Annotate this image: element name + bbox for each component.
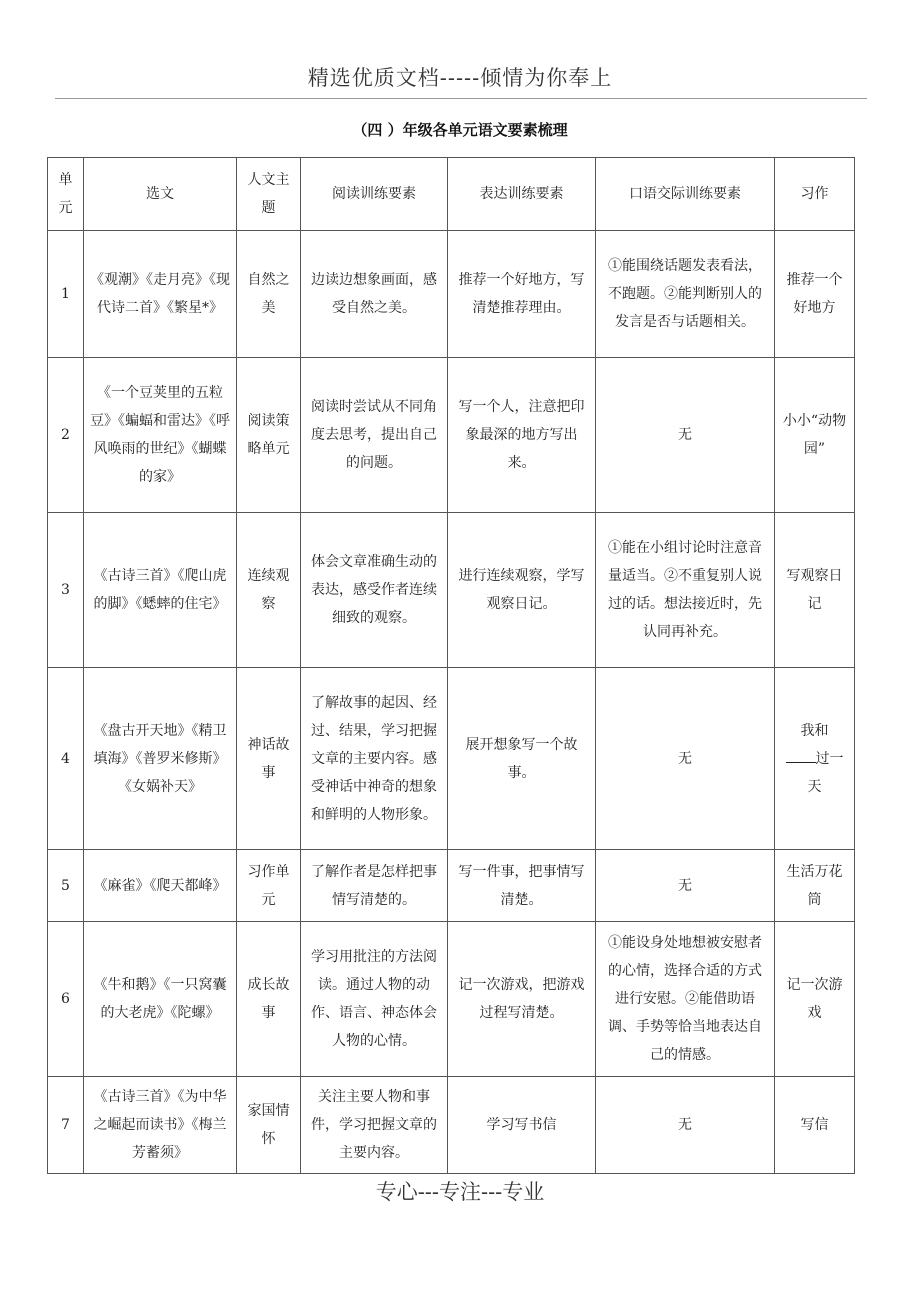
expression-cell: 推荐一个好地方，写清楚推荐理由。 <box>448 231 596 358</box>
writing-suffix: 过一天 <box>807 750 844 795</box>
writing-cell: 写信 <box>775 1077 855 1174</box>
header-theme: 人文主题 <box>237 158 301 231</box>
unit-cell: 3 <box>48 513 84 668</box>
oral-cell: 无 <box>596 358 775 513</box>
oral-cell: ①能设身处地想被安慰者的心情，选择合适的方式进行安慰。②能借助语调、手势等恰当地表达自己的情感。 <box>596 922 775 1077</box>
theme-cell: 连续观察 <box>237 513 301 668</box>
oral-cell: 无 <box>596 1077 775 1174</box>
page-footer: 专心---专注---专业 <box>375 1180 545 1204</box>
header-unit: 单元 <box>48 158 84 231</box>
reading-cell: 了解故事的起因、经过、结果，学习把握文章的主要内容。感受神话中神奇的想象和鲜明的人物形象。 <box>301 668 448 850</box>
table-row <box>48 231 855 358</box>
expression-cell: 记一次游戏，把游戏过程写清楚。 <box>448 922 596 1077</box>
unit-cell: 2 <box>48 358 84 513</box>
unit-cell: 6 <box>48 922 84 1077</box>
theme-cell: 家国情怀 <box>237 1077 301 1174</box>
elements-table <box>47 157 855 1174</box>
expression-cell: 写一个人，注意把印象最深的地方写出来。 <box>448 358 596 513</box>
oral-cell: ①能在小组讨论时注意音量适当。②不重复别人说过的话。想法接近时，先认同再补充。 <box>596 513 775 668</box>
header-reading: 阅读训练要素 <box>301 158 448 231</box>
table-row <box>48 513 855 668</box>
unit-cell: 7 <box>48 1077 84 1174</box>
reading-cell: 体会文章准确生动的表达，感受作者连续细致的观察。 <box>301 513 448 668</box>
unit-cell: 4 <box>48 668 84 850</box>
texts-cell: 《观潮》《走月亮》《现代诗二首》《繁星*》 <box>84 231 237 358</box>
expression-cell: 展开想象写一个故事。 <box>448 668 596 850</box>
header-rule <box>55 98 867 99</box>
texts-cell: 《盘古开天地》《精卫填海》《普罗米修斯》《女娲补天》 <box>84 668 237 850</box>
header-writing: 习作 <box>775 158 855 231</box>
theme-cell: 自然之美 <box>237 231 301 358</box>
writing-cell: 推荐一个好地方 <box>775 231 855 358</box>
texts-cell: 《古诗三首》《为中华之崛起而读书》《梅兰芳蓄须》 <box>84 1077 237 1174</box>
texts-cell: 《麻雀》《爬天都峰》 <box>84 850 237 922</box>
table-header-row <box>48 158 855 231</box>
oral-cell: 无 <box>596 850 775 922</box>
reading-cell: 了解作者是怎样把事情写清楚的。 <box>301 850 448 922</box>
document-title: （四 ）年级各单元语文要素梳理 <box>352 121 568 139</box>
reading-cell: 边读边想象画面，感受自然之美。 <box>301 231 448 358</box>
texts-cell: 《牛和鹅》《一只窝囊的大老虎》《陀螺》 <box>84 922 237 1077</box>
theme-cell: 阅读策略单元 <box>237 358 301 513</box>
table-row <box>48 922 855 1077</box>
texts-cell: 《古诗三首》《爬山虎的脚》《蟋蟀的住宅》 <box>84 513 237 668</box>
table-row <box>48 358 855 513</box>
reading-cell: 阅读时尝试从不同角度去思考，提出自己的问题。 <box>301 358 448 513</box>
writing-cell: 写观察日记 <box>775 513 855 668</box>
unit-cell: 1 <box>48 231 84 358</box>
fill-in-blank <box>786 746 816 763</box>
oral-cell: ①能围绕话题发表看法，不跑题。②能判断别人的发言是否与话题相关。 <box>596 231 775 358</box>
reading-cell: 关注主要人物和事件，学习把握文章的主要内容。 <box>301 1077 448 1174</box>
expression-cell: 进行连续观察，学写观察日记。 <box>448 513 596 668</box>
writing-prefix: 我和 <box>800 722 829 739</box>
page-header: 精选优质文档-----倾情为你奉上 <box>307 66 613 90</box>
table-row <box>48 1077 855 1174</box>
header-texts: 选文 <box>84 158 237 231</box>
theme-cell: 成长故事 <box>237 922 301 1077</box>
theme-cell: 习作单元 <box>237 850 301 922</box>
expression-cell: 写一件事，把事情写清楚。 <box>448 850 596 922</box>
table-row <box>48 850 855 922</box>
texts-cell: 《一个豆荚里的五粒豆》《蝙蝠和雷达》《呼风唤雨的世纪》《蝴蝶的家》 <box>84 358 237 513</box>
unit-cell: 5 <box>48 850 84 922</box>
reading-cell: 学习用批注的方法阅读。通过人物的动作、语言、神态体会人物的心情。 <box>301 922 448 1077</box>
writing-cell <box>775 668 855 850</box>
writing-cell: 生活万花筒 <box>775 850 855 922</box>
oral-cell: 无 <box>596 668 775 850</box>
header-expression: 表达训练要素 <box>448 158 596 231</box>
theme-cell: 神话故事 <box>237 668 301 850</box>
writing-cell: 记一次游戏 <box>775 922 855 1077</box>
table-row <box>48 668 855 850</box>
header-oral: 口语交际训练要素 <box>596 158 775 231</box>
writing-cell: 小小“动物园” <box>775 358 855 513</box>
expression-cell: 学习写书信 <box>448 1077 596 1174</box>
